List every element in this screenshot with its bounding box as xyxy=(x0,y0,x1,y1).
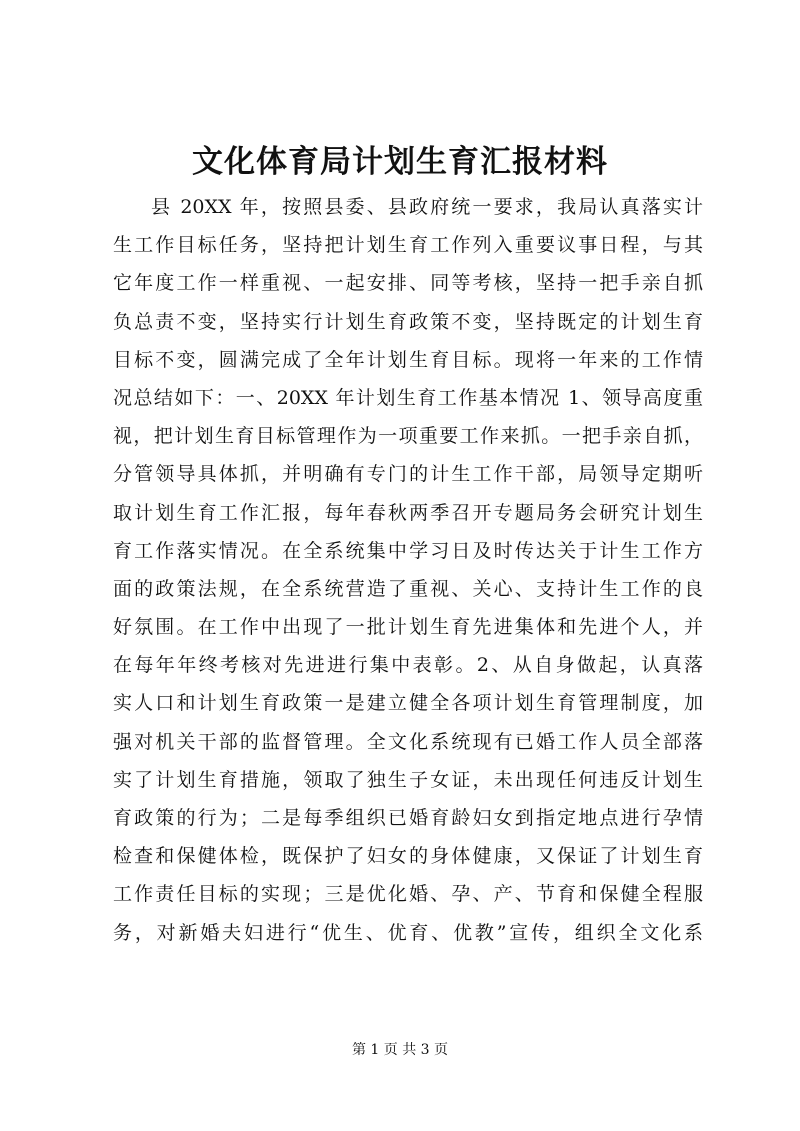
body-line: 育工作落实情况。在全系统集中学习日及时传达关于计生工作方 xyxy=(113,539,703,562)
body-line: 务，对新婚夫妇进行“优生、优育、优教”宣传，组织全文化系 xyxy=(113,921,703,944)
body-line: 取计划生育工作汇报，每年春秋两季召开专题局务会研究计划生 xyxy=(113,501,703,524)
body-line: 分管领导具体抓，并明确有专门的计生工作干部，局领导定期听 xyxy=(113,463,703,486)
body-line: 视，把计划生育目标管理作为一项重要工作来抓。一把手亲自抓， xyxy=(113,425,703,448)
body-line: 实人口和计划生育政策一是建立健全各项计划生育管理制度，加 xyxy=(113,692,703,715)
body-line: 工作责任目标的实现；三是优化婚、孕、产、节育和保健全程服 xyxy=(113,883,703,906)
body-line: 县 20XX 年，按照县委、县政府统一要求，我局认真落实计 xyxy=(151,196,703,218)
body-line: 负总责不变，坚持实行计划生育政策不变，坚持既定的计划生育 xyxy=(113,310,703,333)
page-footer: 第 1 页 共 3 页 xyxy=(351,1042,449,1058)
body-line: 它年度工作一样重视、一起安排、同等考核，坚持一把手亲自抓 xyxy=(113,272,703,295)
body-line: 况总结如下：一、20XX 年计划生育工作基本情况 1、领导高度重 xyxy=(113,386,703,409)
body-line: 强对机关干部的监督管理。全文化系统现有已婚工作人员全部落 xyxy=(113,730,703,753)
body-line: 好氛围。在工作中出现了一批计划生育先进集体和先进个人，并 xyxy=(113,616,703,639)
document-title: 文化体育局计划生育汇报材料 xyxy=(192,144,608,180)
body-line: 目标不变，圆满完成了全年计划生育目标。现将一年来的工作情 xyxy=(113,348,703,371)
body-line: 面的政策法规，在全系统营造了重视、关心、支持计生工作的良 xyxy=(113,577,703,600)
document-body xyxy=(113,188,703,952)
body-line: 在每年年终考核对先进进行集中表彰。2、从自身做起，认真落 xyxy=(113,654,703,677)
body-line: 实了计划生育措施，领取了独生子女证，未出现任何违反计划生 xyxy=(113,768,703,791)
body-line: 生工作目标任务，坚持把计划生育工作列入重要议事日程，与其 xyxy=(113,234,703,257)
body-line: 检查和保健体检，既保护了妇女的身体健康，又保证了计划生育 xyxy=(113,845,703,868)
body-line: 育政策的行为；二是每季组织已婚育龄妇女到指定地点进行孕情 xyxy=(113,807,703,829)
